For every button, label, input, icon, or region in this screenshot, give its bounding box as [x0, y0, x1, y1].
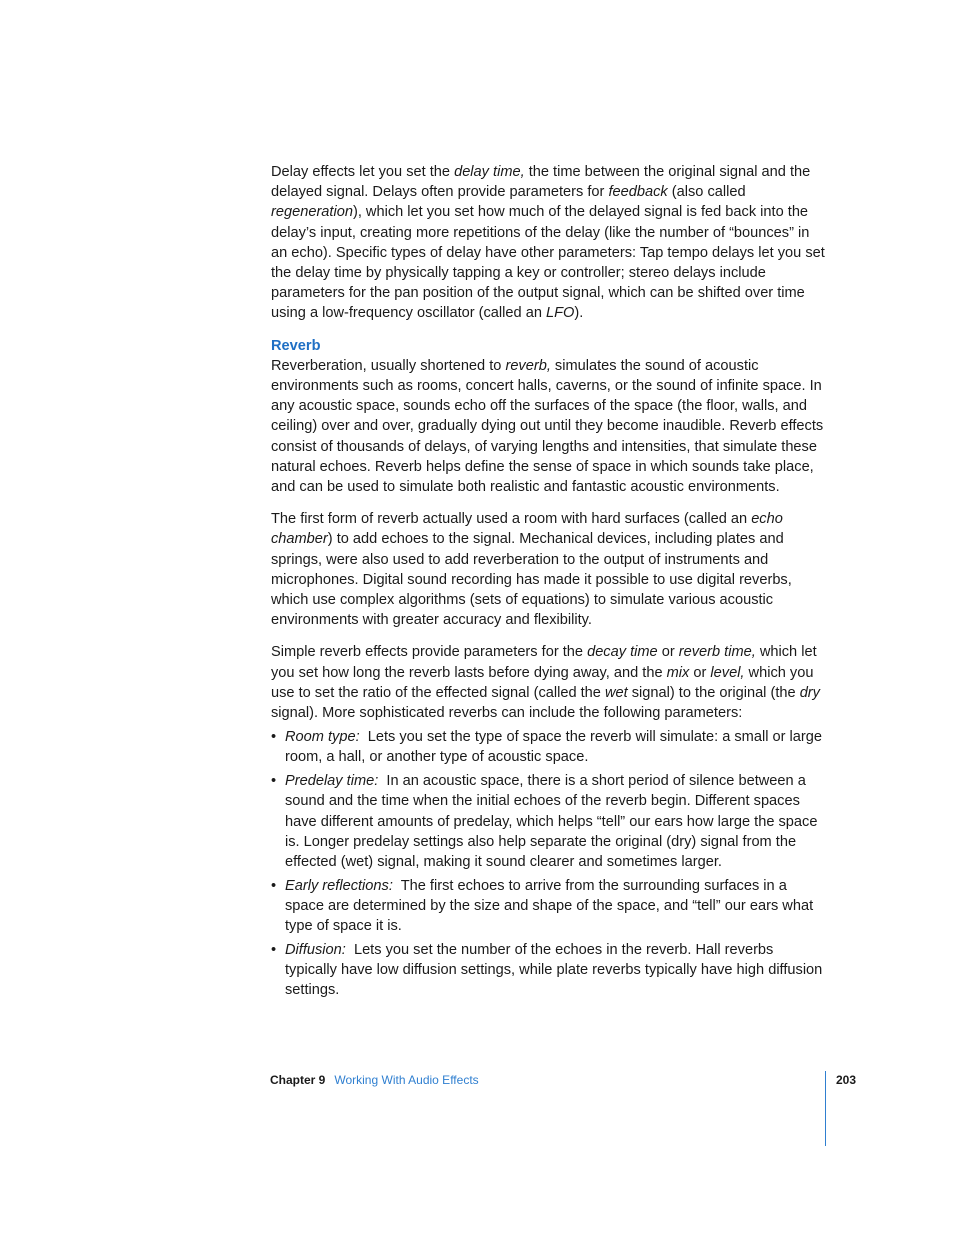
- list-item-term: Early reflections:: [285, 877, 393, 894]
- text-run: The first form of reverb actually used a room with hard surfaces (called an: [271, 511, 752, 528]
- term-feedback: feedback: [608, 184, 668, 201]
- term-wet: wet: [604, 684, 628, 701]
- bullet-icon: •: [271, 729, 277, 746]
- term-echo-chamber: echo chamber: [271, 511, 783, 548]
- term-reverb-time: reverb time,: [678, 644, 756, 661]
- list-item-text: The first echoes to arrive from the surrounding surfaces in a space are determined by the size and shape of the space, and “tell” our ears what type of space it is.: [285, 877, 818, 935]
- list-item-text: Lets you set the type of space the reverb will simulate: a small or large room, a hall, or another type of acoustic space.: [285, 729, 827, 766]
- text-run: which let you set how long the reverb lasts before dying away, and the: [271, 644, 817, 681]
- term-decay-time: decay time: [587, 644, 658, 661]
- text-run: which you use to set the ratio of the effected signal (called the: [271, 664, 814, 701]
- page-footer: [270, 1072, 479, 1088]
- term-regeneration: regeneration: [271, 204, 353, 221]
- section-heading-reverb: Reverb: [271, 337, 321, 354]
- text-run: Simple reverb effects provide parameters for the: [271, 644, 588, 661]
- chapter-title-link[interactable]: Working With Audio Effects: [334, 1073, 479, 1087]
- bullet-icon: •: [271, 941, 277, 958]
- text-run: ), which let you set how much of the delayed signal is fed back into the delay’s input, creating more repetitions of the delay (like the number of “bounces” in an echo). Specific types of delay have other parameters: Tap tempo delays let you set the delay time by physically tapping a key or controller; stereo delays include parameters for the pan position of the output signal, which can be shifted over time using a low-frequency oscillator (called an: [271, 204, 825, 322]
- page-content: [271, 162, 827, 1004]
- term-reverb: reverb,: [505, 357, 551, 374]
- text-run: ).: [574, 305, 584, 322]
- text-run: or: [689, 664, 711, 681]
- text-run: the time between the original signal and the delayed signal. Delays often provide parameters for: [271, 164, 811, 201]
- term-lfo: LFO: [546, 305, 575, 322]
- paragraph-reverb-history: [271, 509, 827, 630]
- list-item-room-type: [271, 727, 827, 767]
- term-level: level,: [710, 664, 745, 681]
- list-item-text: In an acoustic space, there is a short period of silence between a sound and the time when the initial echoes of the reverb begin. Different spaces have different amounts of predelay, which helps “tell” our ears how large the space is. Longer predelay settings also help separate the original (dry) signal from the effected (wet) signal, making it sound clearer and sometimes larger.: [285, 773, 822, 870]
- term-dry: dry: [799, 684, 820, 701]
- list-item-early-reflections: [271, 876, 827, 937]
- list-item-term: Predelay time:: [285, 773, 379, 790]
- term-delay-time: delay time,: [454, 164, 525, 180]
- page-number: 203: [836, 1073, 857, 1087]
- footer-divider: [825, 1071, 826, 1146]
- text-run: Delay effects let you set the: [271, 164, 455, 180]
- text-run: ) to add echoes to the signal. Mechanical devices, including plates and springs, were also used to add reverberation to the output of instruments and microphones. Digital sound recording has made it possible to use digital reverbs, which use complex algorithms (sets of equations) to simulate various acoustic environments with greater accuracy and flexibility.: [271, 531, 792, 629]
- text-run: signal). More sophisticated reverbs can include the following parameters:: [271, 705, 743, 722]
- paragraph-reverb-parameters: [271, 642, 827, 723]
- list-item-text: Lets you set the number of the echoes in the reverb. Hall reverbs typically have low diffusion settings, while plate reverbs typically have high diffusion settings.: [285, 941, 827, 999]
- text-run: Reverberation, usually shortened to: [271, 357, 506, 374]
- text-run: (also called: [667, 184, 746, 201]
- list-item-predelay-time: [271, 771, 827, 872]
- list-item-diffusion: [271, 940, 827, 1001]
- paragraph-reverb-intro: [271, 356, 827, 497]
- text-run: simulates the sound of acoustic environments such as rooms, concert halls, caverns, or the sound of infinite space. In any acoustic space, sounds echo off the surfaces of the space (the floor, walls, and ceiling) over and over, gradually dying out until they become inaudible. Reverb effects consist of thousands of delays, of varying lengths and intensities, that simulate these natural echoes. Reverb helps define the sense of space in which sounds take place, and can be used to simulate both realistic and fantastic acoustic environments.: [271, 357, 824, 496]
- parameter-list: [271, 727, 827, 1000]
- paragraph-delay: [271, 162, 827, 324]
- text-run: signal) to the original (the: [627, 684, 800, 701]
- chapter-label: Chapter 9: [270, 1073, 326, 1087]
- bullet-icon: •: [271, 773, 277, 790]
- bullet-icon: •: [271, 877, 277, 894]
- list-item-term: Room type:: [285, 729, 360, 746]
- term-mix: mix: [666, 664, 690, 681]
- list-item-term: Diffusion:: [285, 941, 346, 958]
- text-run: or: [657, 644, 679, 661]
